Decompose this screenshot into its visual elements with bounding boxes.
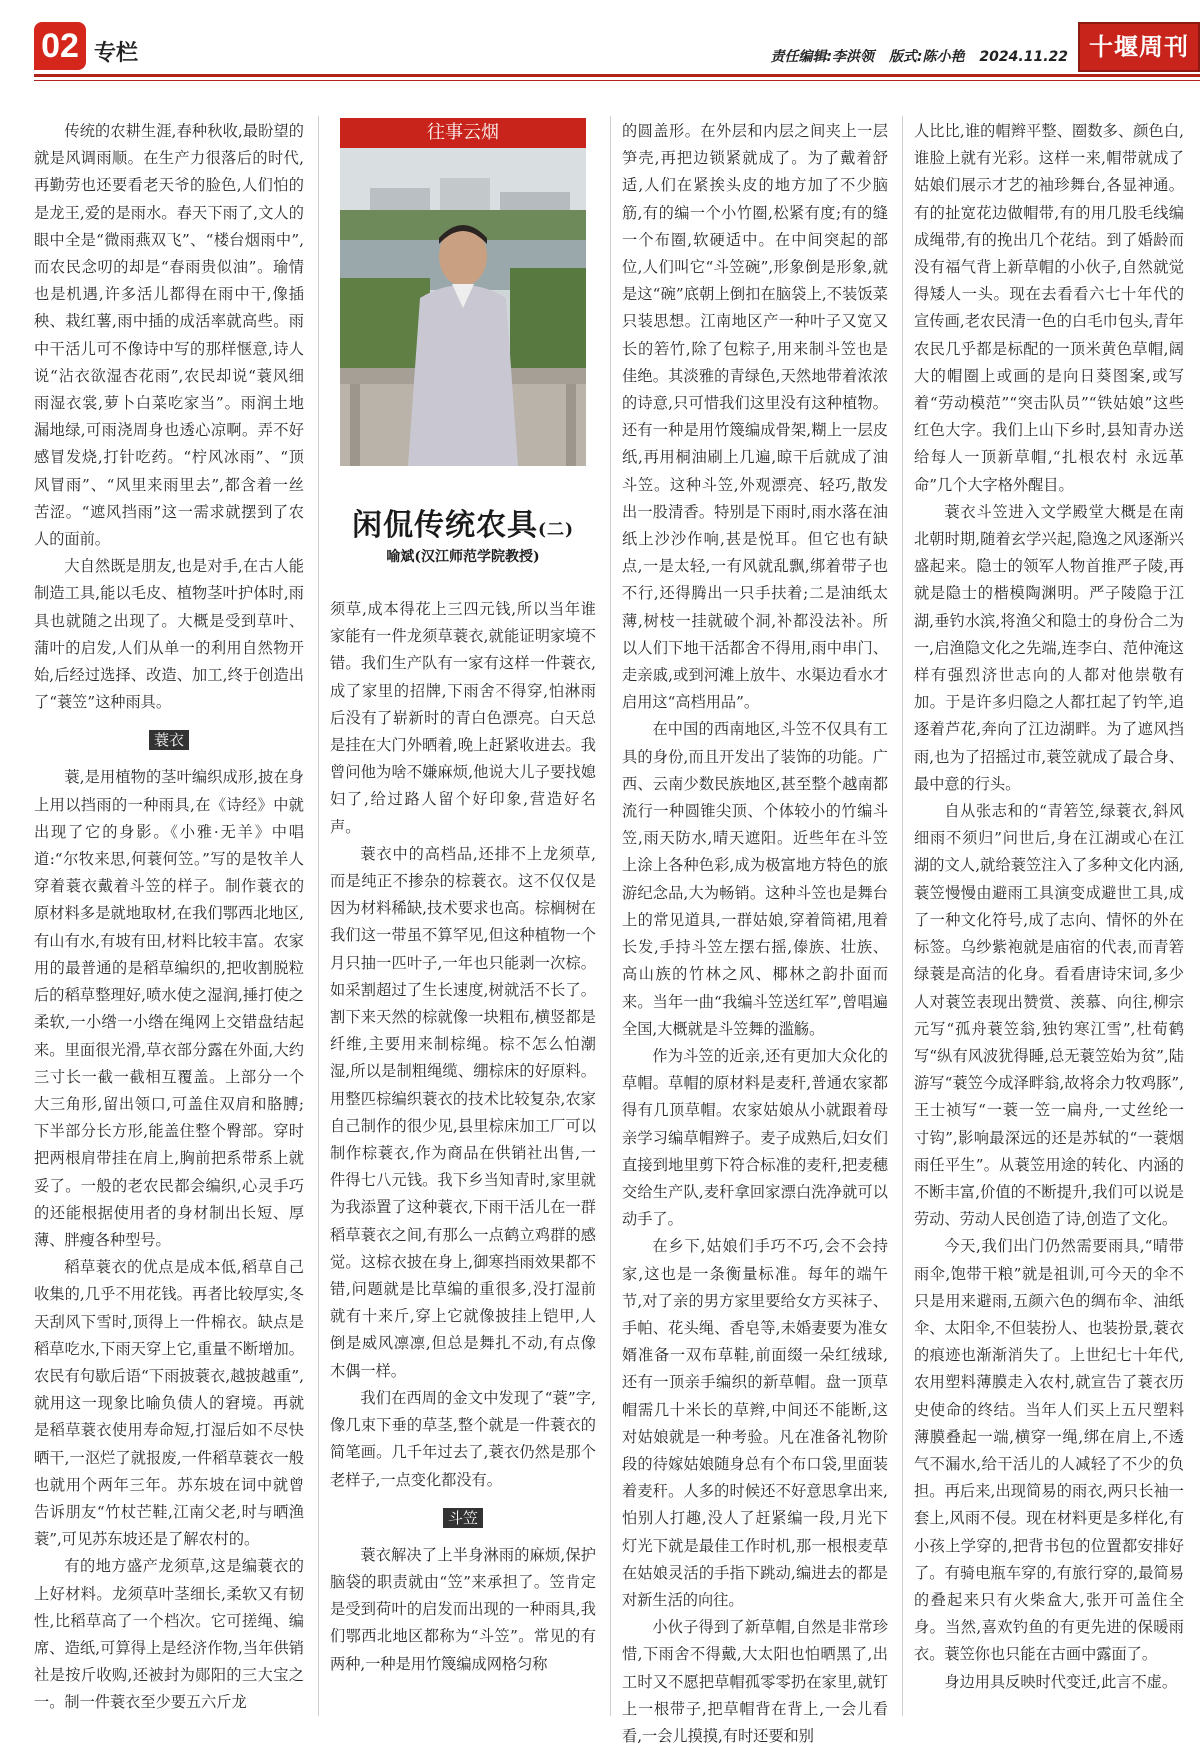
paragraph: 大自然既是朋友,也是对手,在古人能制造工具,能以毛皮、植物茎叶护体时,雨具也就随之出现了。大概是受到草叶、蒲叶的启发,人们从单一的利用自然物开始,后经过选择、改造、加工,终于创造出了“蓑笠”这种雨具。 [34,557,304,712]
paragraph: 今天,我们出门仍然需要雨具,“晴带雨伞,饱带干粮”就是祖训,可今天的伞不只是用来避雨,五颜六色的绸布伞、油纸伞、太阳伞,不但装扮人、也装扮景,蓑衣的痕迹也渐渐消失了。上世纪七十年代,农用塑料薄膜走入农村,就宣告了蓑衣历史使命的终结。当年人们买上五尺塑料薄膜叠起一端,横穿一绳,绑在肩上,不透气不漏水,给干活儿的人减轻了不少的负担。再后来,出现简易的雨衣,两只长袖一套上,风雨不侵。现在材料更是多样化,有小孩上学穿的,把背书包的位置都安排好了。有骑电瓶车穿的,有旅行穿的,最简易的叠起来只有火柴盒大,张开可盖住全身。当然,喜欢钓鱼的有更先进的保暖雨衣。蓑笠你也只能在古画中露面了。 [914,1237,1184,1664]
article-column-4 [914,118,1184,1696]
editor-credits [760,46,1068,66]
page-number-badge: 02 [34,22,86,70]
paragraph: 作为斗笠的近亲,还有更加大众化的草帽。草帽的原材料是麦秆,普通农家都得有几顶草帽。农家姑娘从小就跟着母亲学习编草帽辫子。麦子成熟后,妇女们直接到地里剪下符合标准的麦秆,把麦穗交给生产队,麦秆拿回家漂白洗净就可以动手了。 [622,1046,888,1229]
paragraph: 须草,成本得花上三四元钱,所以当年谁家能有一件龙须草蓑衣,就能证明家境不错。我们生产队有一家有这样一件蓑衣,成了家里的招牌,下雨舍不得穿,怕淋雨后没有了崭新时的青白色漂亮。白天总是挂在大门外晒着,晚上赶紧收进去。我曾问他为啥不嫌麻烦,他说大儿子要找媳妇了,给过路人留个好印象,营造好名声。 [330,600,596,836]
article-title [330,500,596,544]
article-column-2 [330,596,596,1678]
article-column-1 [34,118,304,1717]
paragraph: 我们在西周的金文中发现了“蓑”字,像几束下垂的草茎,整个就是一件蓑衣的简笔画。几千年过去了,蓑衣仍然是那个老样子,一点变化都没有。 [330,1388,596,1489]
header-rule [34,74,1200,77]
paragraph: 的圆盖形。在外层和内层之间夹上一层笋壳,再把边锁紧就成了。为了戴着舒适,人们在紧挨头皮的地方加了不少脑筋,有的编一个小竹圈,松紧有度;有的缝一个布圈,软硬适中。在中间突起的部位,人们叫它“斗笠碗”,形象倒是形象,就是这“碗”底朝上倒扣在脑袋上,不装饭菜只装思想。江南地区产一种叶子又宽又长的箬竹,除了包粽子,用来制斗笠也是佳绝。其淡雅的青绿色,天然地带着浓浓的诗意,只可惜我们这里没有这种植物。还有一种是用竹篾编成骨架,糊上一层皮纸,再用桐油刷上几遍,晾干后就成了油斗笠。这种斗笠,外观漂亮、轻巧,散发出一股清香。特别是下雨时,雨水落在油纸上沙沙作响,甚是悦耳。但它也有缺点,一是太轻,一有风就乱飘,绑着带子也不行,还得腾出一只手扶着;二是油纸太薄,树枝一挂就破个洞,补都没法补。所以人们下地干活都舍不得用,雨中串门、走亲戚,或到河滩上放牛、水渠边看水才启用这“高档用品”。 [622,122,888,712]
author-photo-block [340,118,586,466]
paragraph: 身边用具反映时代变迁,此言不虚。 [944,1672,1178,1691]
paragraph: 有的地方盛产龙须草,这是编蓑衣的上好材料。龙须草叶茎细长,柔软又有韧性,比稻草高了一个档次。它可搓绳、编席、造纸,可算得上是经济作物,当年供销社是按斤收购,还被封为郧阳的三大宝之一。制一件蓑衣至少要五六斤龙 [34,1557,304,1712]
paragraph: 蓑衣解决了上半身淋雨的麻烦,保护脑袋的职责就由“笠”来承担了。笠肯定是受到荷叶的启发而出现的一种雨具,我们鄂西北地区都称为“斗笠”。常见的有两种,一种是用竹篾编成网格匀称 [330,1545,596,1673]
layout-name: 版式:陈小艳 [888,49,965,65]
subhead-doula: 斗笠 [443,1508,483,1528]
article-column-3 [622,118,888,1750]
paragraph: 蓑,是用植物的茎叶编织成形,披在身上用以挡雨的一种雨具,在《诗经》中就出现了它的身影。《小雅·无羊》中唱道:“尔牧来思,何蓑何笠。”写的是牧羊人穿着蓑衣戴着斗笠的样子。制作蓑衣的原材料多是就地取材,在我们鄂西北地区,有山有水,有坡有田,材料比较丰富。农家用的最普通的是稻草编织的,把收割脱粒后的稻草整理好,喷水使之湿润,捶打使之柔软,一小绺一小绺在绳网上交错盘结起来。里面很光滑,草衣部分露在外面,大约三寸长一截一截相互覆盖。上部分一个大三角形,留出领口,可盖住双肩和胳膊;下半部分长方形,能盖住整个臀部。穿时把两根肩带挂在肩上,胸前把系带系上就妥了。一般的老农民都会编织,心灵手巧的还能根据使用者的身材制出长短、厚薄、胖瘦各种型号。 [34,768,304,1249]
column-divider [902,116,903,1716]
subhead-suoyi: 蓑衣 [149,730,189,750]
title-part: (二) [537,520,575,540]
paragraph: 在中国的西南地区,斗笠不仅具有工具的身份,而且开发出了装饰的功能。广西、云南少数民族地区,甚至整个越南都流行一种圆锥尖顶、个体较小的竹编斗笠,雨天防水,晴天遮阳。近些年在斗笠上涂上各种色彩,成为极富地方特色的旅游纪念品,大为畅销。这种斗笠也是舞台上的常见道具,一群姑娘,穿着筒裙,甩着长发,手持斗笠左摆右摇,傣族、壮族、高山族的竹林之风、椰林之韵扑面而来。当年一曲“我编斗笠送红军”,曾唱遍全国,大概就是斗笠舞的滥觞。 [622,720,888,1038]
paragraph: 人比比,谁的帽辫平整、圈数多、颜色白,谁脸上就有光彩。这样一来,帽带就成了姑娘们展示才艺的袖珍舞台,各显神通。有的扯宽花边做帽带,有的用几股毛线编成绳带,有的挽出几个花结。到了婚龄而没有福气背上新草帽的小伙子,自然就觉得矮人一头。现在去看看六七十年代的宣传画,老农民清一色的白毛巾包头,青年农民几乎都是标配的一顶米黄色草帽,阔大的帽圈上或画的是向日葵图案,或写着“劳动模范”“突击队员”“铁姑娘”这些红色大字。我们上山下乡时,县知青办送给每人一顶新草帽,“扎根农村 永远革命”几个大字格外醒目。 [914,122,1184,494]
column-label: 往事云烟 [340,118,586,148]
paragraph: 稻草蓑衣的优点是成本低,稻草自己收集的,几乎不用花钱。再者比较厚实,冬天刮风下雪时,顶得上一件棉衣。缺点是稻草吃水,下雨天穿上它,重量不断增加。农民有句歇后语“下雨披蓑衣,越披越重”,就用这一现象比喻负债人的窘境。再就是稻草蓑衣使用寿命短,打湿后如不尽快晒干,一沤烂了就报废,一件稻草蓑衣一般也就用个两年三年。苏东坡在词中就曾告诉朋友“竹杖芒鞋,江南父老,时与晒渔蓑”,可见苏东坡还是了解农村的。 [34,1258,304,1549]
paragraph: 自从张志和的“青箬笠,绿蓑衣,斜风细雨不须归”问世后,身在江湖或心在江湖的文人,就给蓑笠注入了多种文化内涵,蓑笠慢慢由避雨工具演变成避世工具,成了一种文化符号,成了志向、情怀的外在标签。乌纱紫袍就是庙宿的代表,而青箬绿蓑是高洁的化身。看看唐诗宋词,多少人对蓑笠表现出赞赏、羡慕、向往,柳宗元写“孤舟蓑笠翁,独钓寒江雪”,杜荀鹤写“纵有风波犹得睡,总无蓑笠始为贫”,陆游写“蓑笠今成泽畔翁,故将余力牧鸡豚”,王士祯写“一蓑一笠一扁舟,一丈丝纶一寸钩”,影响最深远的还是苏轼的“一蓑烟雨任平生”。从蓑笠用途的转化、内涵的不断丰富,价值的不断提升,我们可以说是劳动、劳动人民创造了诗,创造了文化。 [914,802,1184,1229]
paragraph: 蓑衣中的高档品,还排不上龙须草,而是纯正不掺杂的棕蓑衣。这不仅仅是因为材料稀缺,技术要求也高。棕榈树在我们这一带虽不算罕见,但这种植物一个月只抽一匹叶子,一年也只能剥一次棕。如采割超过了生长速度,树就活不长了。割下来天然的棕就像一块粗布,横竖都是纤维,主要用来制棕绳。棕不怎么怕潮湿,所以是制粗绳缆、绷棕床的好原料。用整匹棕编织蓑衣的技术比较复杂,农家自己制作的很少见,县里棕床加工厂可以制作棕蓑衣,作为商品在供销社出售,一件得七八元钱。我下乡当知青时,家里就为我添置了这种蓑衣,下雨干活儿在一群稻草蓑衣之间,有那么一点鹤立鸡群的感觉。这棕衣披在身上,御寒挡雨效果都不错,问题就是比草编的重很多,没打湿前就有十来斤,穿上它就像披挂上铠甲,人倒是威风凛凛,但总是舞扎不动,有点像木偶一样。 [330,844,596,1380]
page-header [0,0,1200,80]
paragraph: 蓑衣斗笠进入文学殿堂大概是在南北朝时期,随着玄学兴起,隐逸之风逐渐兴盛起来。隐士的领军人物首推严子陵,再就是隐士的楷模陶渊明。严子陵隐于江湖,垂钓水滨,将渔父和隐士的身份合二为一,启渔隐文化之先端,连李白、范仲淹这样有强烈济世志向的人都对他崇敬有加。于是许多归隐之人都扛起了钓竿,追逐着芦花,奔向了江边湖畔。为了遮风挡雨,也为了招摇过市,蓑笠就成了最合身、最中意的行头。 [914,502,1184,793]
issue-date: 2024.11.22 [979,49,1068,65]
paragraph: 小伙子得到了新草帽,自然是非常珍惜,下雨舍不得戴,大太阳也怕晒黑了,出工时又不愿把草帽孤零零扔在家里,就钉上一根带子,把草帽背在背上,一会儿看看,一会儿摸摸,有时还要和别 [622,1618,888,1745]
paragraph: 传统的农耕生涯,春种秋收,最盼望的就是风调雨顺。在生产力很落后的时代,再勤劳也还要看老天爷的脸色,人们怕的是龙王,爱的是雨水。春天下雨了,文人的眼中全是“微雨燕双飞”、“楼台烟雨中”,而农民念叨的却是“春雨贵似油”。瑜情也是机遇,许多活儿都得在雨中干,像插秧、栽红薯,雨中插的成活率就高些。雨中干活儿可不像诗中写的那样惬意,诗人说“沾衣欲湿杏花雨”,农民却说“蓑风细雨湿衣裳,萝卜白菜吃家当”。雨润土地漏地绿,可雨浇周身也透心凉啊。弄不好感冒发烧,打针吃药。“柠风冰雨”、“顶风冒雨”、“风里来雨里去”,都含着一丝苦涩。“遮风挡雨”这一需求就摆到了农人的面前。 [34,122,304,549]
editor-name: 责任编辑:李洪领 [770,49,875,65]
column-divider [610,116,611,1716]
title-text: 闲侃传统农具 [351,508,538,543]
column-divider [318,116,319,1716]
masthead-logo: 十堰周刊 [1078,22,1200,72]
author-photo [340,148,586,466]
header-rule-thin [34,80,1200,81]
paragraph: 在乡下,姑娘们手巧不巧,会不会持家,这也是一条衡量标准。每年的端午节,对了亲的男方家里要给女方买袜子、手帕、花头绳、香皂等,未婚妻要为准女婿准备一双布草鞋,前面缀一朵红绒球,还有一顶亲手编织的新草帽。盘一顶草帽需几十米长的草辫,中间还不能断,这对姑娘就是一种考验。凡在准备礼物阶段的待嫁姑娘随身总有个布口袋,里面装着麦秆。人多的时候还不好意思拿出来,怕别人打趣,没人了赶紧编一段,月光下灯光下就是最佳工作时机,那一根根麦草在姑娘灵活的手指下跳动,编进去的都是对新生活的向往。 [622,1237,888,1609]
article-author: 喻斌(汉江师范学院教授) [386,549,540,565]
section-name: 专栏 [94,41,139,66]
